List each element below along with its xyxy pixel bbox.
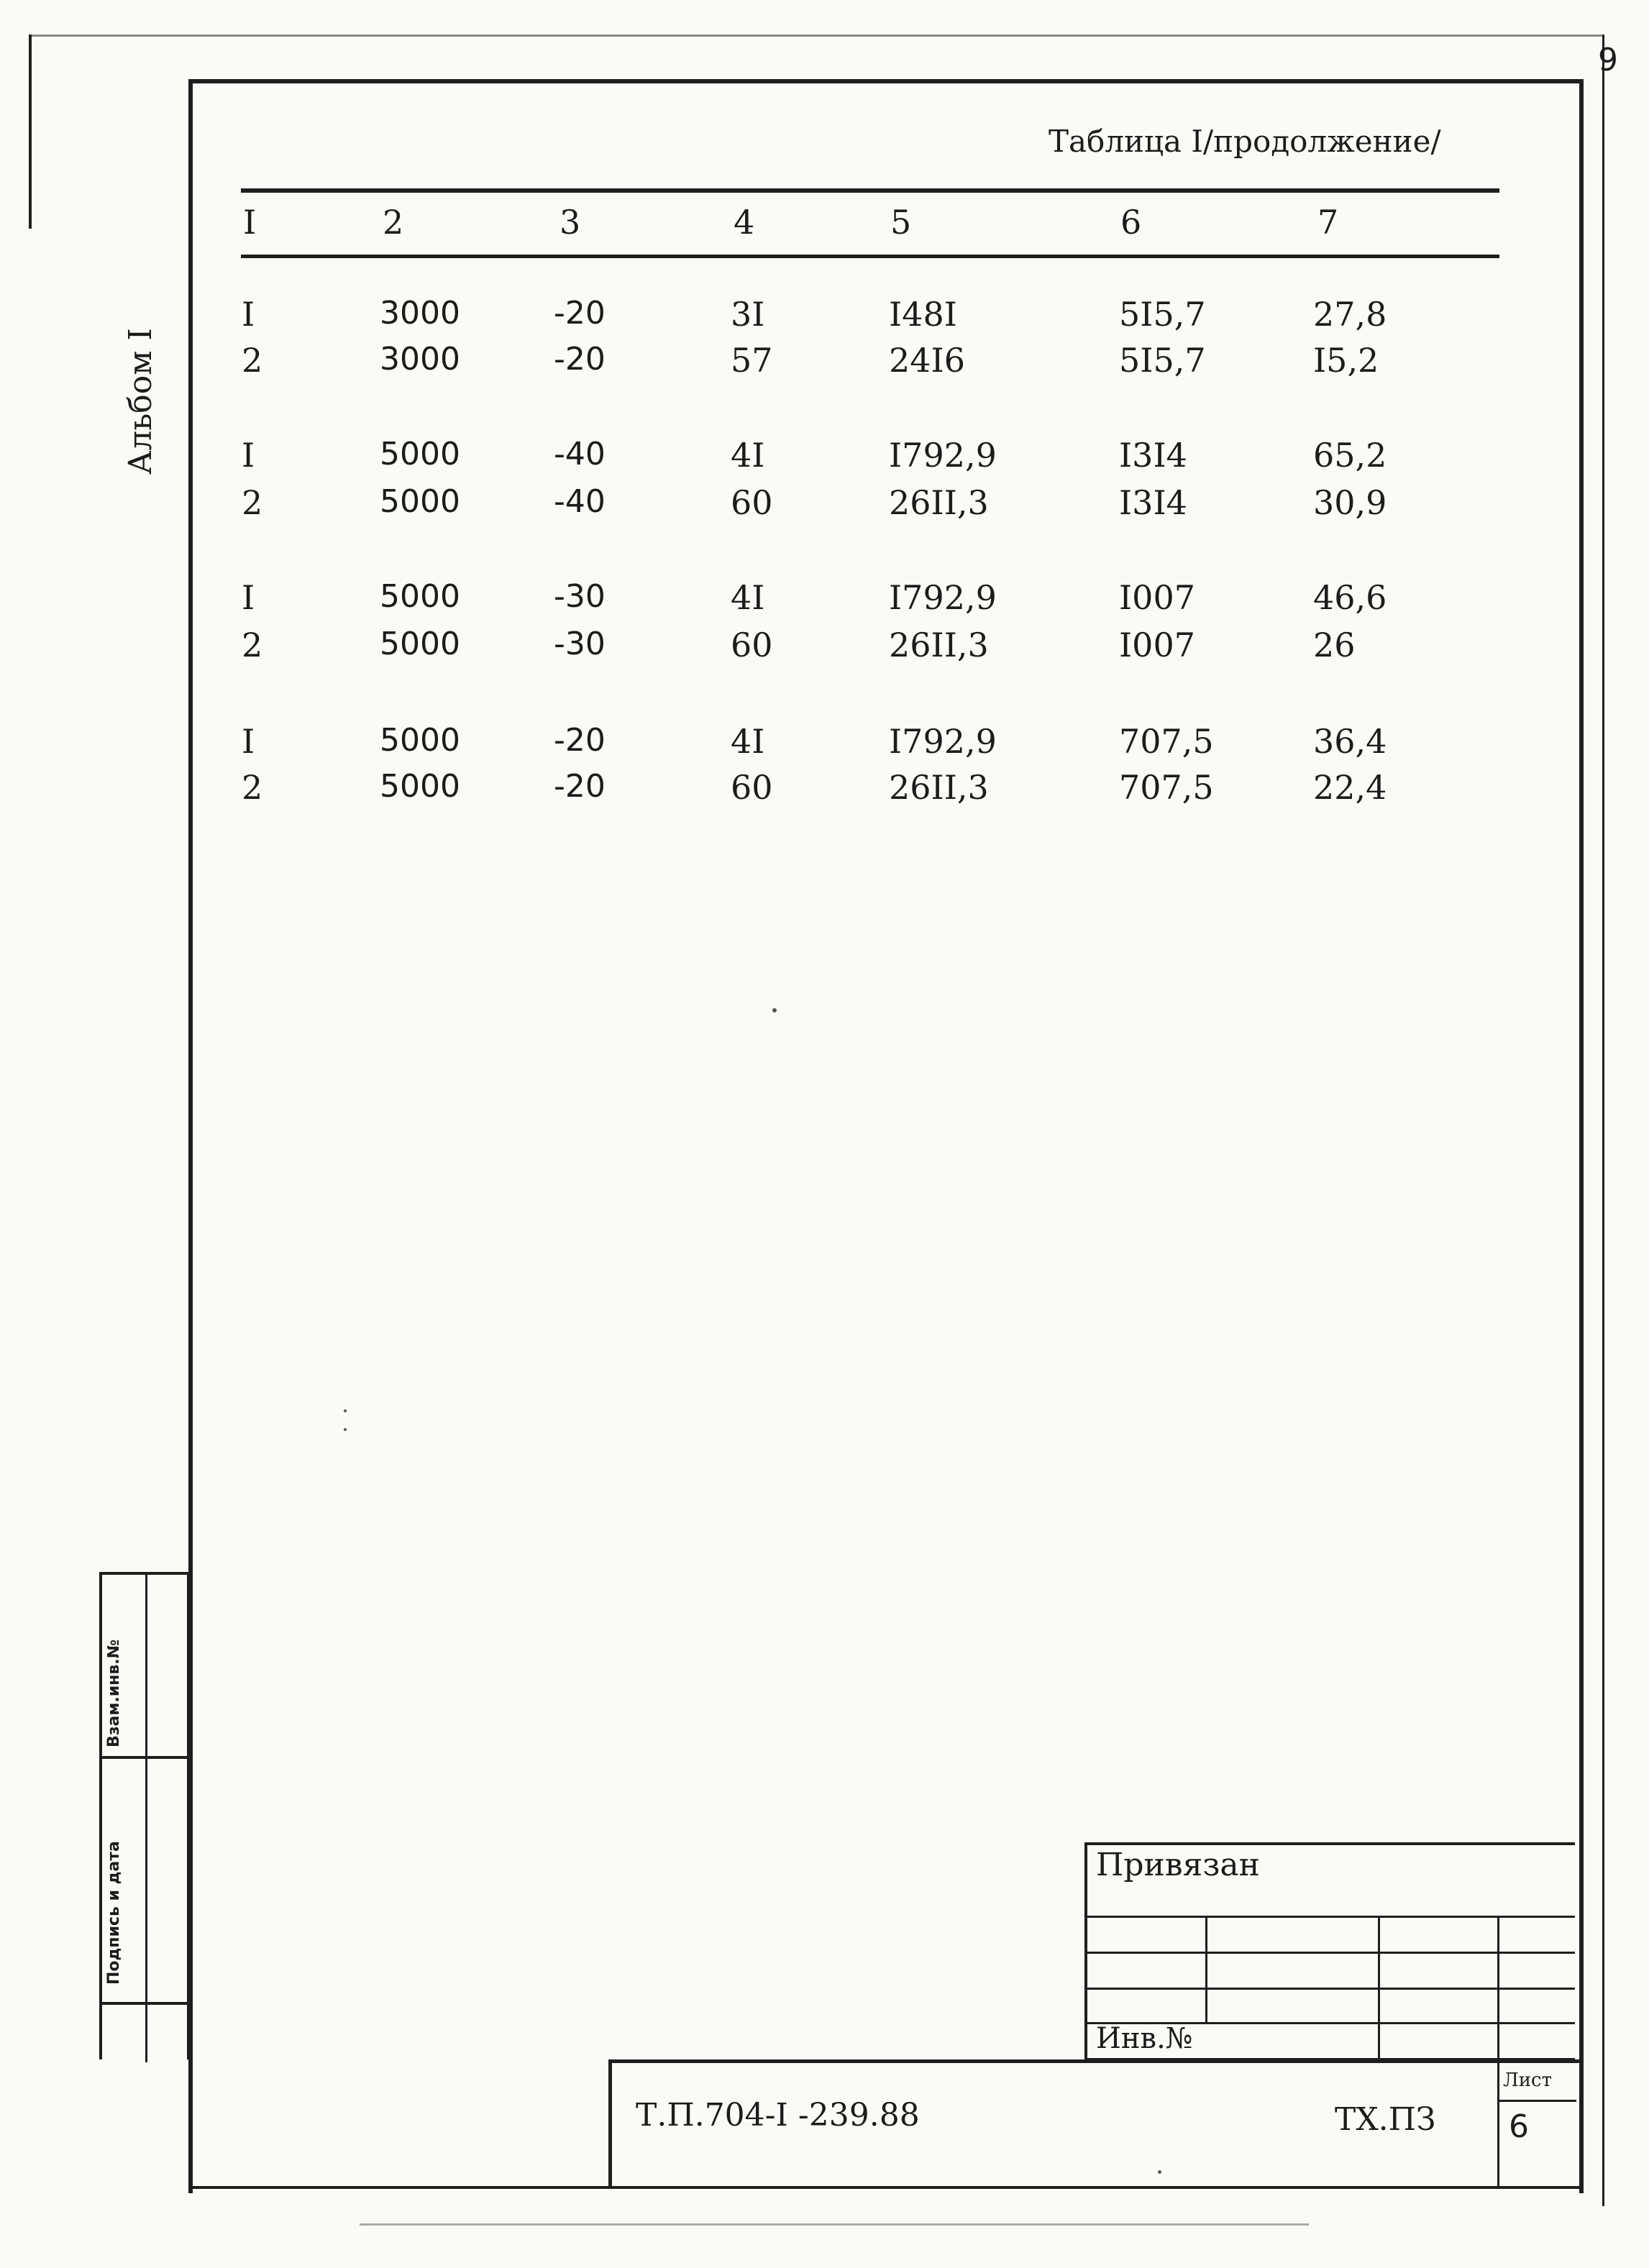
table-cell: I xyxy=(242,722,255,761)
table-cell: 65,2 xyxy=(1313,436,1387,475)
binding-label: Привязан xyxy=(1096,1847,1260,1883)
table-title: Таблица I/продолжение/ xyxy=(1049,124,1441,159)
table-cell: 707,5 xyxy=(1119,768,1214,807)
table-cell: I48I xyxy=(889,295,957,334)
table-cell: -30 xyxy=(554,626,606,662)
box-divider xyxy=(145,1759,147,2005)
inventory-number-box xyxy=(99,2002,190,2059)
table-cell: I792,9 xyxy=(889,722,997,761)
table-cell: 5000 xyxy=(380,483,460,520)
table-cell: 30,9 xyxy=(1313,483,1387,522)
scan-edge-bottom xyxy=(360,2223,1309,2226)
table-cell: 5000 xyxy=(380,436,460,472)
table-cell: 5000 xyxy=(380,626,460,662)
table-top-rule xyxy=(241,188,1499,193)
table-cell: 2 xyxy=(242,768,263,807)
sheet-label: Лист xyxy=(1503,2070,1552,2091)
table-cell: 36,4 xyxy=(1313,722,1387,761)
column-header: 7 xyxy=(1317,203,1339,242)
table-cell: I792,9 xyxy=(889,578,997,617)
table-cell: 60 xyxy=(731,483,773,522)
table-cell: 3000 xyxy=(380,295,460,331)
page-number: 9 xyxy=(1598,42,1618,78)
table-cell: -30 xyxy=(554,578,606,615)
column-header: 6 xyxy=(1120,203,1142,242)
table-cell: 26 xyxy=(1313,626,1356,664)
table-cell: 60 xyxy=(731,626,773,664)
table-cell: 22,4 xyxy=(1313,768,1387,807)
table-cell: 5I5,7 xyxy=(1119,295,1206,334)
table-cell: I xyxy=(242,578,255,617)
column-header: 2 xyxy=(383,203,404,242)
binding-col-line xyxy=(1497,1916,1499,2062)
table-cell: 26II,3 xyxy=(889,768,989,807)
scan-speck xyxy=(344,1409,347,1412)
scan-speck xyxy=(772,1008,777,1012)
table-cell: 2 xyxy=(242,483,263,522)
table-cell: 24I6 xyxy=(889,341,965,380)
table-cell: I007 xyxy=(1119,626,1195,664)
table-cell: 5000 xyxy=(380,768,460,805)
table-header-rule xyxy=(241,255,1499,258)
column-header: I xyxy=(243,203,257,242)
table-cell: I3I4 xyxy=(1119,436,1187,475)
table-cell: 4I xyxy=(731,578,765,617)
binding-row-line xyxy=(1084,1952,1575,1954)
table-cell: -20 xyxy=(554,768,606,805)
table-cell: 4I xyxy=(731,722,765,761)
box-divider xyxy=(145,2005,147,2062)
table-cell: -40 xyxy=(554,436,606,472)
section-code: ТХ.ПЗ xyxy=(1335,2101,1436,2138)
table-cell: -20 xyxy=(554,722,606,759)
table-cell: I xyxy=(242,295,255,334)
table-cell: 5000 xyxy=(380,578,460,615)
table-cell: I3I4 xyxy=(1119,483,1187,522)
scan-speck xyxy=(1158,2170,1161,2174)
table-cell: 57 xyxy=(731,341,773,380)
binding-row-line xyxy=(1084,1988,1575,1990)
scan-edge-top xyxy=(29,35,1604,37)
scan-speck xyxy=(344,1428,347,1431)
album-label: Альбом I xyxy=(122,328,159,475)
table-cell: 2 xyxy=(242,626,263,664)
table-cell: 4I xyxy=(731,436,765,475)
table-cell: 707,5 xyxy=(1119,722,1214,761)
signature-date-label: Подпись и дата xyxy=(105,1841,123,1985)
column-header: 4 xyxy=(734,203,755,242)
binding-col-line xyxy=(1378,1916,1380,2062)
table-cell: I007 xyxy=(1119,578,1195,617)
table-cell: -20 xyxy=(554,295,606,331)
table-cell: 5000 xyxy=(380,722,460,759)
table-cell: -20 xyxy=(554,341,606,378)
binding-col-line xyxy=(1205,1916,1207,2024)
table-cell: 5I5,7 xyxy=(1119,341,1206,380)
table-cell: 3I xyxy=(731,295,765,334)
column-header: 3 xyxy=(559,203,581,242)
table-cell: 46,6 xyxy=(1313,578,1387,617)
table-cell: I5,2 xyxy=(1313,341,1379,380)
table-cell: 2 xyxy=(242,341,263,380)
sheet-number: 6 xyxy=(1509,2108,1529,2145)
table-cell: 60 xyxy=(731,768,773,807)
table-cell: 3000 xyxy=(380,341,460,378)
inventory-label: Инв.№ xyxy=(1096,2022,1193,2055)
column-header: 5 xyxy=(890,203,912,242)
scan-edge-right xyxy=(1602,35,1604,2206)
table-cell: 26II,3 xyxy=(889,483,989,522)
scan-edge-left xyxy=(29,35,32,229)
sheet-row-line xyxy=(1497,2100,1576,2102)
sheet-divider xyxy=(1497,2059,1499,2186)
replacement-inventory-label: Взам.инв.№ xyxy=(105,1639,123,1747)
table-cell: 27,8 xyxy=(1313,295,1387,334)
table-cell: I xyxy=(242,436,255,475)
table-cell: -40 xyxy=(554,483,606,520)
table-cell: 26II,3 xyxy=(889,626,989,664)
binding-row-line xyxy=(1084,1916,1575,1918)
document-code: Т.П.704-I -239.88 xyxy=(636,2097,920,2134)
table-cell: I792,9 xyxy=(889,436,997,475)
box-divider xyxy=(145,1575,147,1759)
